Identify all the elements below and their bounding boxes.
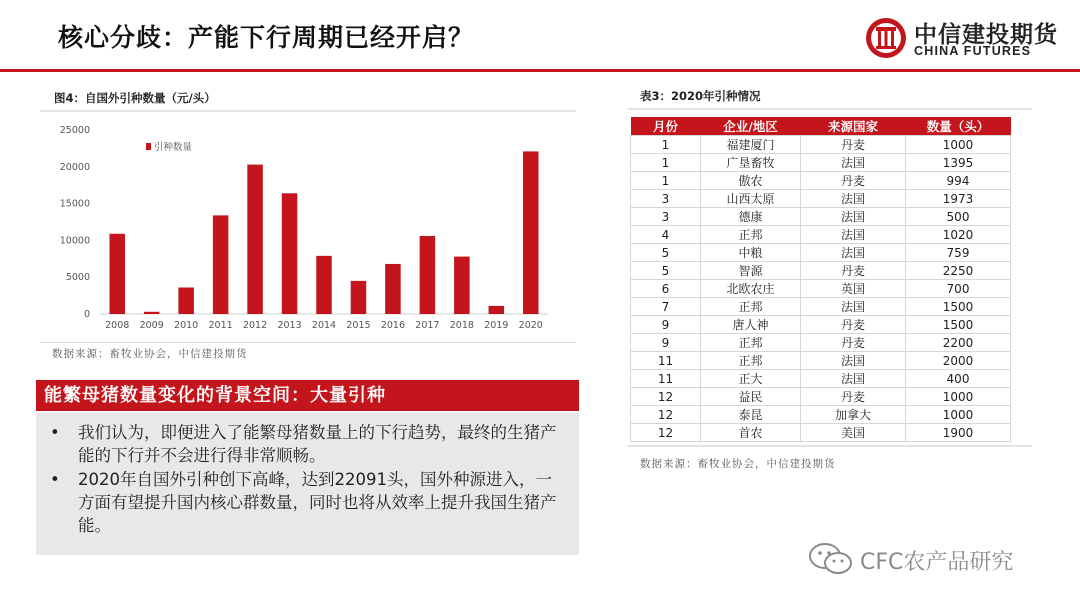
summary-bullet-text: 我们认为，即便进入了能繁母猪数量上的下行趋势，最终的生猪产能的下行并不会进行得非常顺畅。	[78, 423, 557, 465]
table-cell-quantity: 1500	[906, 316, 1011, 334]
import-table	[630, 117, 1011, 442]
table-cell-month: 1	[631, 172, 701, 190]
table-cell-quantity: 1000	[906, 136, 1011, 154]
table-cell-month: 3	[631, 208, 701, 226]
table-row	[631, 244, 1011, 262]
x-tick-label: 2016	[380, 320, 406, 331]
bullet-mark: •	[50, 423, 60, 442]
figure-caption: 图4：自国外引种数量（元/头）	[54, 91, 216, 105]
table-header-company: 企业/地区	[701, 117, 801, 136]
table-cell-country: 美国	[801, 424, 906, 442]
legend-label: 引种数量	[154, 142, 193, 153]
y-tick-label: 15000	[59, 198, 90, 210]
table-cell-country: 加拿大	[801, 406, 906, 424]
table-cell-month: 5	[631, 244, 701, 262]
x-tick-label: 2020	[518, 320, 543, 331]
table-cell-company: 正邦	[701, 298, 801, 316]
table-cell-company: 正邦	[701, 352, 801, 370]
table-cell-quantity: 2200	[906, 334, 1011, 352]
table-cell-month: 9	[631, 334, 701, 352]
citic-logo-icon	[864, 16, 908, 60]
y-tick-label: 10000	[59, 235, 90, 247]
bar-2015	[351, 281, 367, 314]
bar-2013	[282, 193, 298, 314]
table-cell-month: 11	[631, 370, 701, 388]
bullet-mark: •	[50, 470, 60, 489]
table-cell-month: 9	[631, 316, 701, 334]
summary-heading: 能繁母猪数量变化的背景空间：大量引种	[36, 380, 579, 411]
bar-2018	[454, 257, 470, 314]
table-row	[631, 388, 1011, 406]
table-cell-company: 益民	[701, 388, 801, 406]
table-cell-quantity: 2000	[906, 352, 1011, 370]
table-cell-country: 丹麦	[801, 172, 906, 190]
x-tick-label: 2008	[105, 320, 130, 331]
y-tick-label: 25000	[59, 125, 90, 136]
table-cell-country: 英国	[801, 280, 906, 298]
table-row	[631, 262, 1011, 280]
x-tick-label: 2017	[415, 320, 440, 331]
x-tick-label: 2015	[346, 320, 371, 331]
bar-2012	[247, 165, 263, 314]
table-cell-country: 法国	[801, 190, 906, 208]
table-cell-company: 广垦畜牧	[701, 154, 801, 172]
table-row	[631, 316, 1011, 334]
table-cell-company: 德康	[701, 208, 801, 226]
summary-bullet-text: 2020年自国外引种创下高峰，达到22091头，国外种源进入，一方面有望提升国内核心群数量，同时也将从效率上提升我国生猪产能。	[78, 470, 557, 535]
y-tick-label: 5000	[65, 272, 90, 284]
table-cell-quantity: 1973	[906, 190, 1011, 208]
bar-2020	[523, 151, 539, 314]
table-header-quantity: 数量（头）	[906, 117, 1011, 136]
summary-bullet-2	[46, 468, 565, 537]
table-cell-company: 傲农	[701, 172, 801, 190]
y-tick-label: 0	[83, 309, 90, 320]
x-tick-label: 2013	[277, 320, 302, 331]
table-cell-country: 丹麦	[801, 316, 906, 334]
table-cell-country: 法国	[801, 154, 906, 172]
table-row	[631, 226, 1011, 244]
table-cell-quantity: 1020	[906, 226, 1011, 244]
table-cell-quantity: 1900	[906, 424, 1011, 442]
table-cell-month: 4	[631, 226, 701, 244]
import-volume-bar-chart	[48, 118, 560, 340]
table-header-month: 月份	[631, 117, 701, 136]
table-row	[631, 334, 1011, 352]
table-cell-country: 丹麦	[801, 334, 906, 352]
bar-2017	[420, 236, 436, 314]
bar-2008	[109, 234, 125, 314]
bar-2014	[316, 256, 332, 314]
table-cell-country: 法国	[801, 208, 906, 226]
table-cell-month: 6	[631, 280, 701, 298]
figure-caption-rule	[40, 110, 576, 112]
table-cell-company: 山西太原	[701, 190, 801, 208]
logo-chinese-name: 中信建投期货	[914, 22, 1058, 48]
bar-2011	[213, 215, 229, 314]
table-cell-quantity: 1395	[906, 154, 1011, 172]
bar-2009	[144, 312, 160, 314]
table-cell-company: 正大	[701, 370, 801, 388]
table-cell-company: 正邦	[701, 226, 801, 244]
table-cell-company: 中粮	[701, 244, 801, 262]
table-source: 数据来源：畜牧业协会，中信建投期货	[640, 458, 836, 470]
table-cell-company: 唐人神	[701, 316, 801, 334]
table-cell-month: 5	[631, 262, 701, 280]
bar-2019	[489, 306, 505, 314]
table-row	[631, 154, 1011, 172]
figure-bottom-rule	[40, 342, 576, 343]
x-tick-label: 2018	[449, 320, 474, 331]
wechat-icon	[808, 542, 854, 576]
bar-2010	[178, 288, 194, 314]
table-cell-company: 福建厦门	[701, 136, 801, 154]
table-header-row	[631, 117, 1011, 136]
table-cell-company: 北欧农庄	[701, 280, 801, 298]
x-tick-label: 2011	[208, 320, 233, 331]
table-row	[631, 208, 1011, 226]
summary-bullets	[36, 413, 579, 555]
legend-swatch	[146, 143, 151, 150]
table-cell-quantity: 700	[906, 280, 1011, 298]
table-cell-quantity: 1000	[906, 406, 1011, 424]
table-caption: 表3：2020年引种情况	[640, 89, 761, 103]
bar-2016	[385, 264, 401, 314]
table-cell-month: 3	[631, 190, 701, 208]
table-row	[631, 370, 1011, 388]
table-cell-country: 法国	[801, 226, 906, 244]
table-cell-country: 法国	[801, 244, 906, 262]
table-cell-quantity: 759	[906, 244, 1011, 262]
table-cell-company: 泰昆	[701, 406, 801, 424]
table-cell-quantity: 500	[906, 208, 1011, 226]
table-row	[631, 406, 1011, 424]
table-cell-country: 法国	[801, 352, 906, 370]
company-logo	[864, 16, 1058, 64]
table-row	[631, 190, 1011, 208]
figure-source: 数据来源：畜牧业协会，中信建投期货	[52, 348, 248, 360]
x-tick-label: 2012	[242, 320, 268, 331]
table-cell-month: 7	[631, 298, 701, 316]
x-tick-label: 2014	[311, 320, 337, 331]
table-row	[631, 424, 1011, 442]
logo-english-name: CHINA FUTURES	[914, 44, 1032, 58]
x-tick-label: 2009	[139, 320, 164, 331]
table-cell-country: 丹麦	[801, 388, 906, 406]
table-cell-quantity: 1500	[906, 298, 1011, 316]
table-header-country: 来源国家	[801, 117, 906, 136]
table-cell-country: 法国	[801, 298, 906, 316]
watermark-text: CFC农产品研究	[860, 550, 1014, 575]
table-cell-quantity: 1000	[906, 388, 1011, 406]
header-divider	[0, 69, 1080, 72]
table-row	[631, 298, 1011, 316]
table-row	[631, 136, 1011, 154]
x-tick-label: 2019	[484, 320, 509, 331]
table-cell-month: 1	[631, 136, 701, 154]
table-cell-quantity: 2250	[906, 262, 1011, 280]
table-cell-month: 1	[631, 154, 701, 172]
table-cell-quantity: 994	[906, 172, 1011, 190]
table-cell-quantity: 400	[906, 370, 1011, 388]
table-cell-company: 首农	[701, 424, 801, 442]
y-tick-label: 20000	[59, 161, 90, 173]
table-cell-month: 11	[631, 352, 701, 370]
table-cell-month: 12	[631, 388, 701, 406]
wechat-watermark	[808, 542, 1068, 576]
table-cell-country: 法国	[801, 370, 906, 388]
table-cell-company: 智源	[701, 262, 801, 280]
summary-bullet-1	[46, 421, 565, 467]
table-cell-country: 丹麦	[801, 136, 906, 154]
table-cell-month: 12	[631, 406, 701, 424]
table-cell-month: 12	[631, 424, 701, 442]
table-bottom-rule	[628, 445, 1032, 447]
table-row	[631, 280, 1011, 298]
table-row	[631, 172, 1011, 190]
page-title: 核心分歧：产能下行周期已经开启？	[58, 23, 475, 52]
table-caption-rule	[628, 108, 1032, 110]
table-row	[631, 352, 1011, 370]
table-cell-country: 丹麦	[801, 262, 906, 280]
table-cell-company: 正邦	[701, 334, 801, 352]
x-tick-label: 2010	[174, 320, 199, 331]
